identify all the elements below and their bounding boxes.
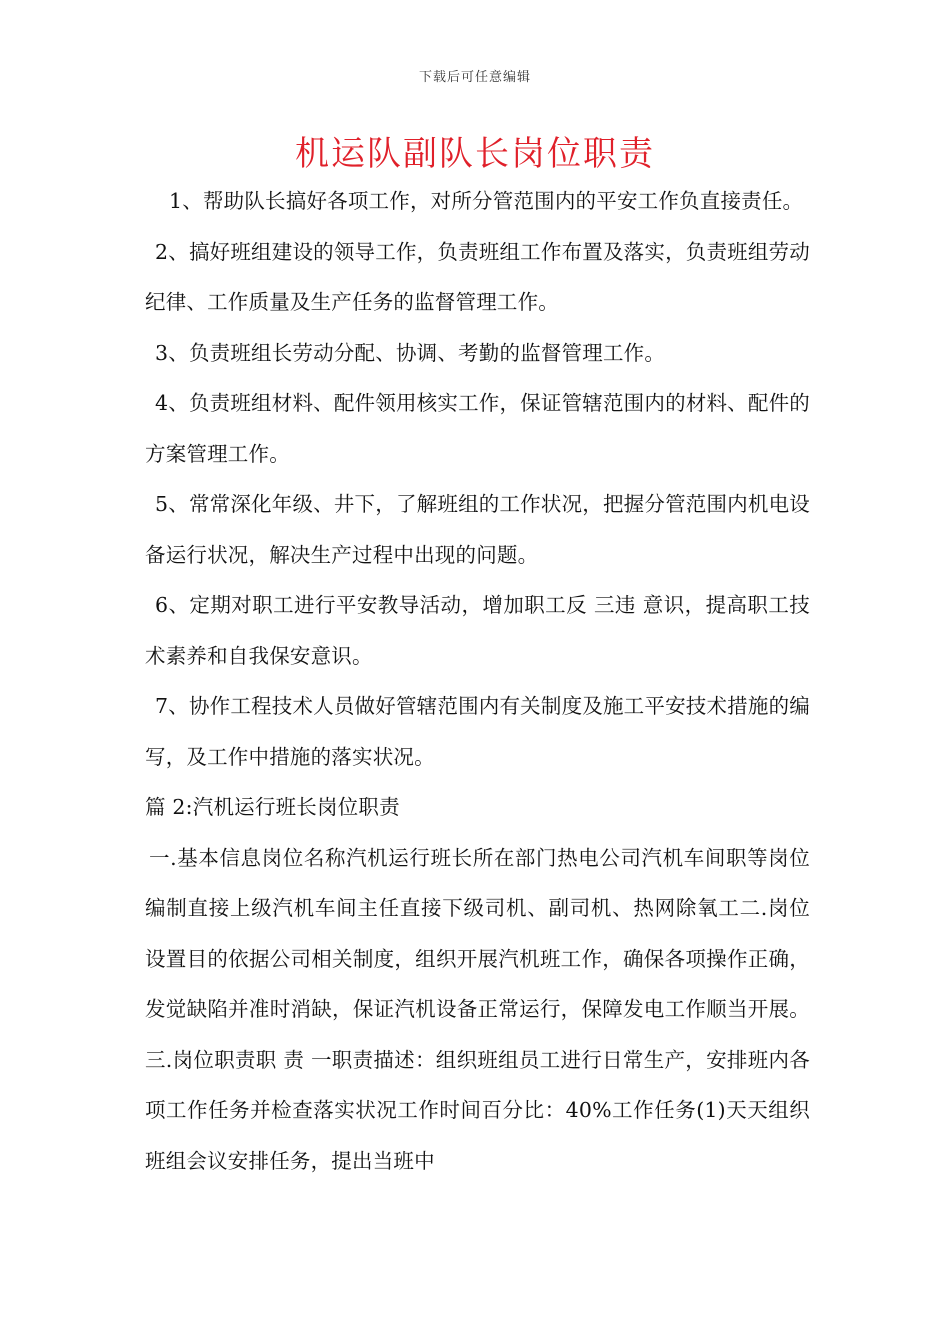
section-heading: 篇 2:汽机运行班长岗位职责 (145, 795, 400, 819)
paragraph-2: 2、搞好班组建设的领导工作，负责班组工作布置及落实，负责班组劳动纪律、工作质量及生产任务的监督管理工作。 (145, 239, 810, 314)
paragraph-7: 7、协作工程技术人员做好管辖范围内有关制度及施工平安技术措施的编写，及工作中措施的落实状况。 (145, 694, 810, 769)
paragraph-3: 3、负责班组长劳动分配、协调、考勤的监督管理工作。 (155, 340, 666, 365)
document-title: 机运队副队长岗位职责 (295, 134, 655, 174)
paragraph-4: 4、负责班组材料、配件领用核实工作，保证管辖范围内的材料、配件的方案管理工作。 (145, 391, 810, 466)
header-note: 下载后可任意编辑 (418, 70, 531, 85)
paragraph-8: 一.基本信息岗位名称汽机运行班长所在部门热电公司汽机车间职等岗位编制直接上级汽机车间主任直接下级司机、副司机、热网除氧工二.岗位设置目的依据公司相关制度，组织开展汽机班工作，确保各项操作正确，发觉缺陷并准时消缺，保证汽机设备正常运行，保障发电工作顺当开展。三.岗位职责职 责 一职责描述：组织班组员工进行日常生产，安排班内各项工作任务并检查落实状况工作时间百分比：40%工作任务(1)天天组织班组会议安排任务，提出当班中 (145, 845, 810, 1173)
paragraph-6: 6、定期对职工进行平安教导活动，增加职工反 三违 意识，提高职工技术素养和自我保安意识。 (145, 593, 810, 668)
paragraph-1: 1、帮助队长搞好各项工作，对所分管范围内的平安工作负直接责任。 (169, 189, 804, 213)
paragraph-5: 5、常常深化年级、井下，了解班组的工作状况，把握分管范围内机电设备运行状况，解决生产过程中出现的问题。 (145, 492, 810, 567)
document-body (145, 176, 810, 1186)
